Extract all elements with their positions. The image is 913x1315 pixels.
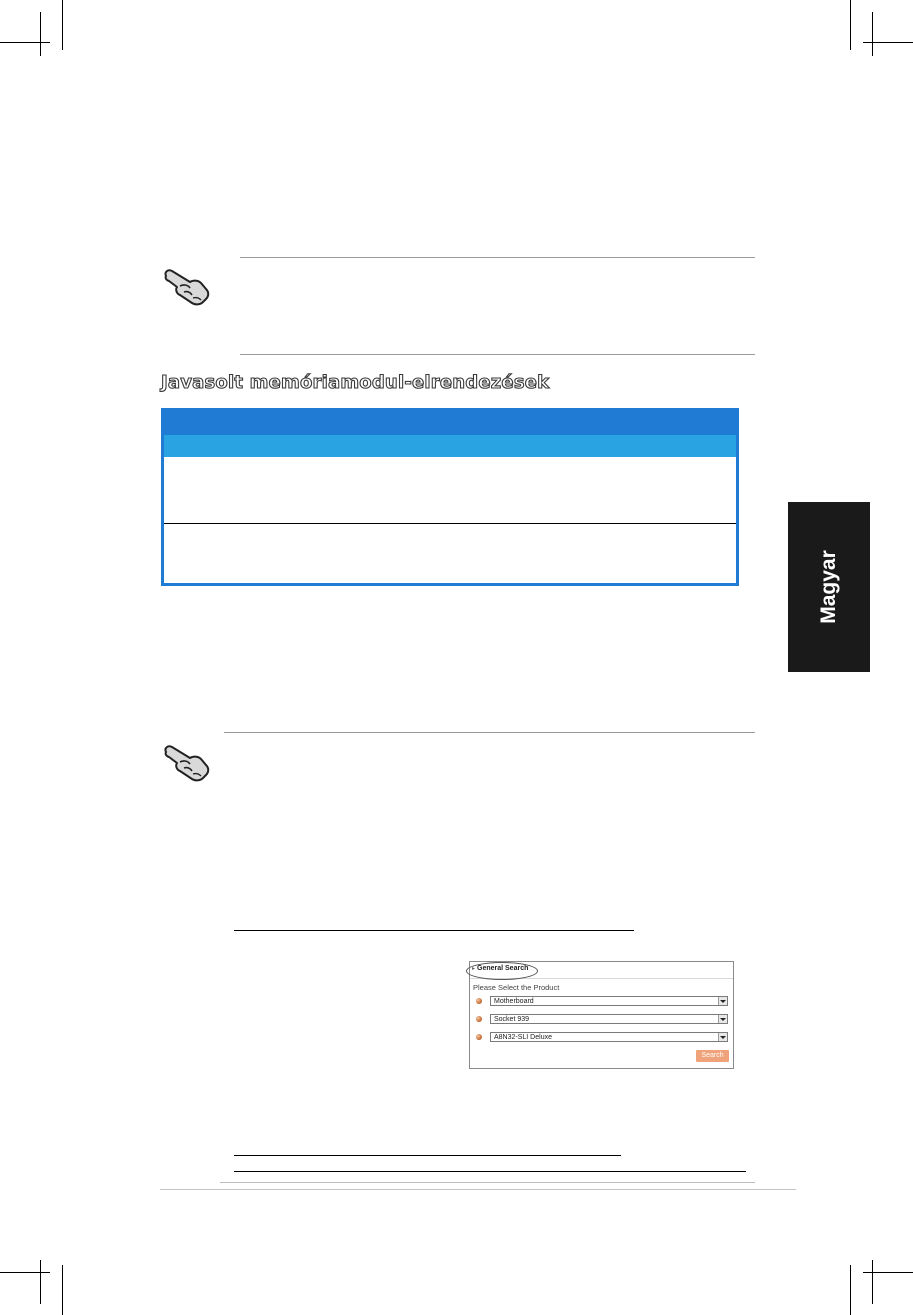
socket-select-row (476, 1014, 731, 1025)
footer-rule-accent (220, 1182, 755, 1183)
crop-mark (0, 1272, 50, 1273)
language-tab-label: Magyar (817, 550, 840, 624)
table-subheader-row (164, 435, 736, 457)
footer-rule (160, 1189, 796, 1190)
crop-mark (872, 1260, 873, 1304)
crop-mark (863, 1272, 913, 1273)
select-value: A8N32-SLI Deluxe (494, 1034, 552, 1041)
underline-rule (234, 930, 634, 931)
note-top-rule (240, 257, 755, 258)
crop-mark (872, 12, 873, 56)
section-heading: Javasolt memóriamodul-elrendezések (161, 372, 550, 393)
search-tab-bar (470, 962, 733, 979)
crop-mark (40, 12, 41, 56)
dropdown-arrow-icon[interactable] (718, 1033, 727, 1041)
underline-rule (234, 1155, 621, 1156)
crop-mark (0, 42, 50, 43)
bullet-icon (476, 1016, 482, 1022)
table-row-divider (164, 523, 736, 524)
product-type-select-row (476, 996, 731, 1007)
underline-rule (234, 1171, 746, 1172)
memory-config-table (161, 408, 739, 586)
bullet-icon (476, 998, 482, 1004)
select-value: Motherboard (494, 998, 534, 1005)
socket-select[interactable] (490, 1014, 728, 1024)
search-button[interactable]: Search (696, 1050, 729, 1062)
crop-mark (40, 1260, 41, 1304)
note-top-rule (224, 732, 755, 733)
product-type-select[interactable] (490, 996, 728, 1006)
note-bottom-rule (240, 354, 755, 355)
crop-mark (62, 0, 63, 50)
general-search-screenshot (469, 961, 734, 1069)
crop-mark (850, 0, 851, 50)
language-tab (788, 502, 870, 672)
dropdown-arrow-icon[interactable] (718, 997, 727, 1005)
tab-arrow-icon: ▸ (472, 966, 476, 972)
model-select[interactable] (490, 1032, 728, 1042)
crop-mark (850, 1265, 851, 1315)
crop-mark (863, 42, 913, 43)
select-value: Socket 939 (494, 1016, 530, 1023)
pointing-hand-note-icon (160, 738, 216, 788)
table-header-row (164, 411, 736, 435)
pointing-hand-note-icon (160, 262, 216, 312)
general-search-tab[interactable]: General Search (477, 965, 529, 972)
bullet-icon (476, 1034, 482, 1040)
dropdown-arrow-icon[interactable] (718, 1015, 727, 1023)
crop-mark (62, 1265, 63, 1315)
model-select-row (476, 1032, 731, 1043)
select-product-prompt: Please Select the Product (473, 983, 560, 992)
